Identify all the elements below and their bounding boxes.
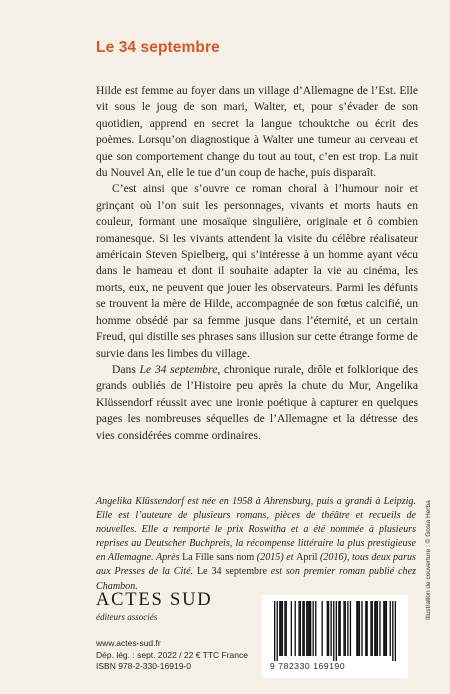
bio-part-4: est son premier roman publié chez Chambon. [96, 566, 417, 592]
description-paragraph-3 [96, 362, 418, 444]
barcode-bar [374, 601, 375, 656]
barcode-bar [350, 601, 351, 656]
barcode-bar [298, 601, 299, 656]
barcode-bar [291, 601, 292, 656]
barcode-bar [345, 601, 346, 656]
barcode-bars [274, 601, 396, 661]
book-title: Le 34 septembre [96, 39, 220, 56]
barcode [262, 595, 408, 678]
barcode-bar [310, 601, 311, 656]
barcode-bar [277, 601, 278, 661]
barcode-bar [328, 601, 329, 656]
barcode-bar [313, 601, 314, 656]
barcode-bar [302, 601, 303, 656]
bio-book-1: La Fille sans nom [182, 552, 255, 564]
barcode-bar [392, 601, 393, 661]
barcode-bar [359, 601, 360, 656]
barcode-bar [365, 601, 366, 656]
barcode-bar [307, 601, 308, 656]
book-description [96, 83, 418, 444]
barcode-bar [284, 601, 285, 656]
barcode-bar [282, 601, 283, 656]
barcode-bar [357, 601, 358, 656]
barcode-bar [315, 601, 316, 656]
publisher-subtitle: éditeurs associés [96, 612, 158, 622]
barcode-bar [274, 601, 275, 661]
barcode-bar [361, 601, 362, 656]
barcode-bar [339, 601, 340, 656]
bio-part-3: (2016), tous deux parus aux Presses de la Cité. [96, 552, 416, 578]
barcode-bar [347, 601, 348, 656]
barcode-bar [279, 601, 280, 656]
barcode-bar [379, 601, 380, 656]
barcode-bar [390, 601, 391, 656]
barcode-bar [309, 601, 310, 656]
description-paragraph-1: Hilde est femme au foyer dans un village d’Allemagne de l’Est. Elle vit sous le joug de son mari, Walter, et, pour s’évader de son quotidien, apprend en secret la langue tchouktche ou écrit des poèmes. Lorsqu’on diagnostique à Walter une tumeur au cerveau et que son comportement change du tout au tout, c’en est trop. La nuit du Nouvel An, elle le tue d’un coup de hache, puis disparaît. [96, 84, 418, 180]
barcode-bar [338, 601, 339, 656]
description-paragraph-2: C’est ainsi que s’ouvre ce roman choral à l’humour noir et grinçant où l’on suit les personnages, vivants et morts hauts en couleur, formant une mosaïque singulière, originale et ô combien romanesque. Si les vivants attendent la visite du célèbre réalisateur américain Steven Spielberg, qui s’intéresse à un homme ayant vécu dans le hameau et dont il souhaite adapter la vie au cinéma, les morts, eux, ne peuvent que jouer les observateurs. Parmi les défunts se trouvent la mère de Hilde, accompagnée de son fœtus calcifié, un homme obsédé par sa femme jusque dans l’éternité, et un certain Freud, qui distille ses phrases sans illusion sur cette étrange forme de survie dans les limbes du village. [96, 182, 418, 360]
barcode-bar [304, 601, 305, 656]
isbn: ISBN 978-2-330-16919-0 [96, 661, 191, 671]
barcode-bar [395, 601, 396, 661]
barcode-bar [280, 601, 281, 656]
publisher-logo: ACTES SUD [96, 590, 213, 610]
barcode-bar [343, 601, 344, 656]
barcode-bar [331, 601, 332, 656]
bio-book-2: April [296, 552, 318, 564]
bio-part-1: Angelika Klüssendorf est née en 1958 à Ahrensburg, puis a grandi à Leipzig. Elle est l’auteure de plusieurs romans, pièces de théâtre et recueils de nouvelles. Elle a remporté le prix Roswitha et a été nommée à plusieurs reprises au Deutscher Buchpreis, la récompense littéraire la plus prestigieuse en Allemagne. Après [96, 496, 416, 564]
paragraph-3-lead: Dans [112, 362, 136, 376]
barcode-bar [383, 601, 384, 656]
author-bio [96, 495, 416, 594]
paragraph-3-book-title: Le 34 septembre [139, 362, 218, 376]
barcode-bar [384, 601, 385, 656]
barcode-bar [333, 601, 334, 661]
publisher-website[interactable]: www.actes-sud.fr [96, 638, 161, 648]
barcode-bar [386, 601, 387, 656]
barcode-bar [377, 601, 378, 656]
publication-info [96, 638, 248, 673]
barcode-digits: 9 782330 169190 [270, 661, 346, 671]
barcode-bar [286, 601, 287, 656]
barcode-bar [366, 601, 367, 656]
barcode-bar [327, 601, 328, 656]
barcode-bar [336, 601, 337, 661]
barcode-bar [375, 601, 376, 656]
barcode-bar [300, 601, 301, 656]
barcode-bar [372, 601, 373, 656]
barcode-bar [356, 601, 357, 656]
barcode-bar [370, 601, 371, 656]
barcode-bar [306, 601, 307, 656]
legal-deposit-price: Dép. lég. : sept. 2022 / 22 € TTC France [96, 649, 248, 660]
bio-part-2: (2015) et [256, 552, 294, 564]
bio-book-3: Le 34 septembre [197, 566, 267, 578]
cover-illustration-credit: Illustration de couverture : © Gosia Herba [425, 500, 432, 620]
barcode-bar [295, 601, 296, 656]
paragraph-3-rest: , chronique rurale, drôle et folklorique des grands oubliés de l’Histoire peu après la chute du Mur, Angelika Klüssendorf réussit avec une ironie poétique à capturer en quelques pages les nombreuses séquelles de l’Allemagne et la détresse des vies considérées comme ordinaires. [96, 362, 418, 442]
barcode-bar [322, 601, 323, 656]
